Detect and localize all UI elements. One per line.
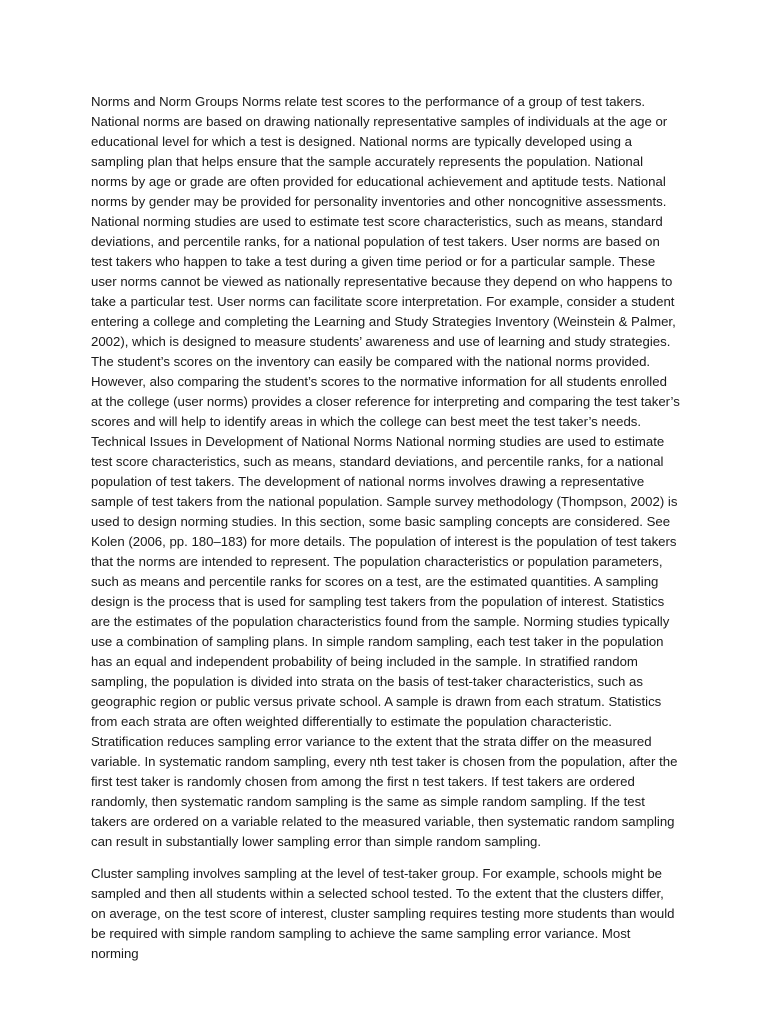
body-paragraph-2: Cluster sampling involves sampling at the level of test-taker group. For example, schools might be sampled and then all students within a selected school tested. To the extent that the clusters differ, on average, on the test score of interest, cluster sampling requires testing more students than would be required with simple random sampling to achieve the same sampling error variance. Most norming — [91, 866, 675, 961]
body-paragraph-1: Norms and Norm Groups Norms relate test scores to the performance of a group of test takers. National norms are based on drawing nationally representative samples of individuals at the age or educational level for which a test is designed. National norms are typically developed using a sampling plan that helps ensure that the sample accurately represents the population. National norms by age or grade are often provided for educational achievement and aptitude tests. National norms by gender may be provided for personality inventories and other noncognitive assessments. National norming studies are used to estimate test score characteristics, such as means, standard deviations, and percentile ranks, for a national population of test takers. User norms are based on test takers who happen to take a test during a given time period or for a particular sample. These user norms cannot be viewed as nationally representative because they depend on who happens to take a particular test. User norms can facilitate score interpretation. For example, consider a student entering a college and completing the Learning and Study Strategies Inventory (Weinstein & Palmer, 2002), which is designed to measure students’ awareness and use of learning and study strategies. The student’s scores on the inventory can easily be compared with the national norms provided. However, also comparing the student’s scores to the normative information for all students enrolled at the college (user norms) provides a closer reference for interpreting and comparing the test taker’s scores and will help to identify areas in which the college can best meet the test taker’s needs. Technical Issues in Development of National Norms National norming studies are used to estimate test score characteristics, such as means, standard deviations, and percentile ranks, for a national population of test takers. The development of national norms involves drawing a representative sample of test takers from the national population. Sample survey methodology (Thompson, 2002) is used to design norming studies. In this section, some basic sampling concepts are considered. See Kolen (2006, pp. 180–183) for more details. The population of interest is the population of test takers that the norms are intended to represent. The population characteristics or population parameters, such as means and percentile ranks for scores on a test, are the estimated quantities. A sampling design is the process that is used for sampling test takers from the population of interest. Statistics are the estimates of the population characteristics found from the sample. Norming studies typically use a combination of sampling plans. In simple random sampling, each test taker in the population has an equal and independent probability of being included in the sample. In stratified random sampling, the population is divided into strata on the basis of test-taker characteristics, such as geographic region or public versus private school. A sample is drawn from each stratum. Statistics from each strata are often weighted differentially to estimate the population characteristic. Stratification reduces sampling error variance to the extent that the strata differ on the measured variable. In systematic random sampling, every nth test taker is chosen from the population, after the first test taker is randomly chosen from among the first n test takers. If test takers are ordered randomly, then systematic random sampling is the same as simple random sampling. If the test takers are ordered on a variable related to the measured variable, then systematic random sampling can result in substantially lower sampling error than simple random sampling. — [91, 94, 680, 849]
document-body — [91, 92, 681, 964]
